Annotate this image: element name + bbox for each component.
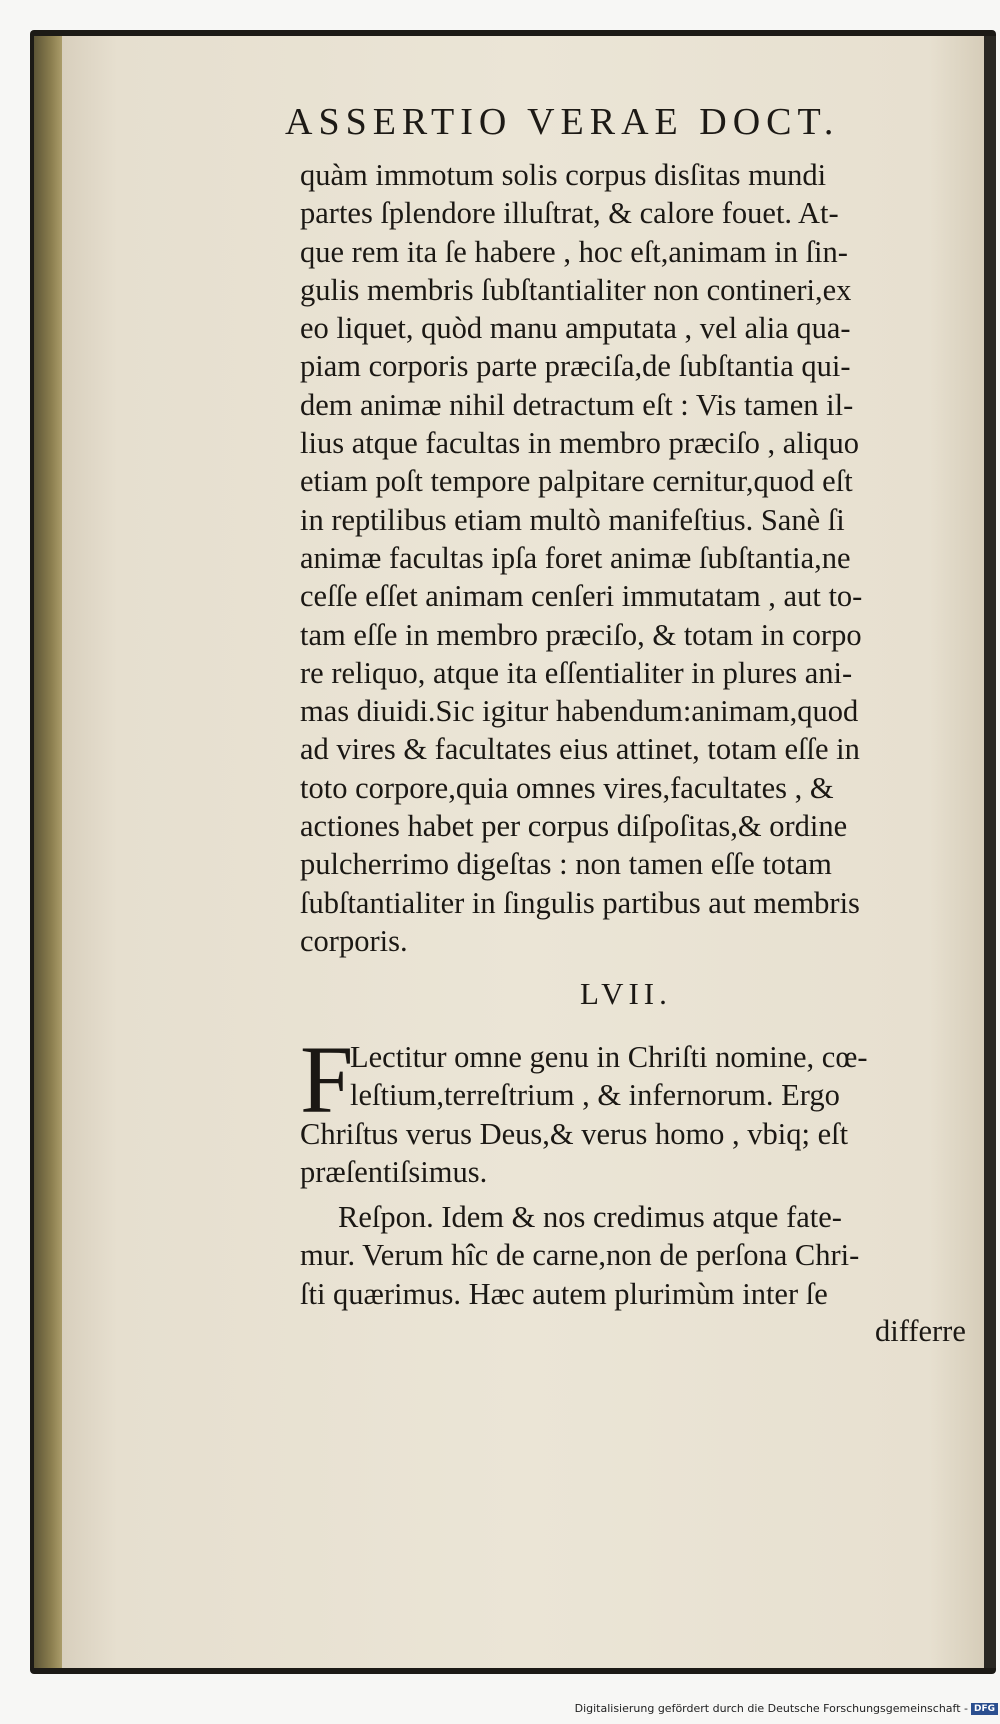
text-line: actiones habet per corpus diſpoſitas,& ordine [300,809,848,844]
dfg-logo-icon: DFG [971,1703,998,1715]
paragraph-2 [300,1026,970,1191]
paragraph-3 [300,1198,970,1313]
text-line: leſtium,terreſtrium , & infernorum. Ergo [350,1078,840,1113]
book-spine-shadow [984,36,996,1668]
drop-cap: F [300,1026,354,1133]
text-line: lius atque facultas in membro præciſo , aliquo [300,426,860,461]
text-line: piam corporis parte præciſa,de ſubſtantia qui- [300,349,851,384]
text-line: mur. Verum hîc de carne,non de perſona Chri- [300,1238,860,1273]
text-line: animæ facultas ipſa foret animæ ſubſtantia,ne [300,540,851,575]
text-line: ceſſe eſſet animam cenſeri immutatam , aut to- [300,579,863,614]
text-line: ſti quærimus. Hæc autem plurimùm inter ſe [300,1276,828,1311]
digitization-credit [560,1702,998,1722]
text-line: Reſpon. Idem & nos credimus atque fate- [338,1200,842,1234]
text-line: Chriſtus verus Deus,& verus homo , vbiq; eſt [300,1116,849,1151]
section-number: LVII. [580,976,672,1011]
text-line: partes ſplendore illuſtrat, & calore fouet. At- [300,196,839,231]
text-line: re reliquo, atque ita eſſentialiter in plures ani- [300,655,853,690]
text-line: eo liquet, quòd manu amputata , vel alia qua- [300,311,851,346]
text-line: Lectitur omne genu in Chriſti nomine, cœ- [350,1040,868,1074]
text-line: ad vires & facultates eius attinet, totam eſſe in [300,732,860,767]
text-line: mas diuidi.Sic igitur habendum:animam,quod [300,694,859,729]
paragraph-1 [300,156,970,960]
catchword: differre [875,1314,966,1348]
text-line: dem animæ nihil detractum eſt : Vis tamen il- [300,387,854,422]
text-line: in reptilibus etiam multò manifeſtius. Sanè ſi [300,502,845,537]
text-line: quàm immotum solis corpus disſitas mundi [300,158,827,192]
text-line: præſentiſsimus. [300,1154,488,1189]
text-line: gulis membris ſubſtantialiter non contineri,ex [300,272,852,307]
text-line: toto corpore,quia omnes vires,facultates , & [300,770,834,805]
text-line: etiam poſt tempore palpitare cernitur,quod eſt [300,464,853,499]
credit-text: Digitalisierung gefördert durch die Deutsche Forschungsgemeinschaft - [574,1702,968,1715]
text-line: ſubſtantialiter in ſingulis partibus aut membris [300,885,860,920]
text-line: corporis. [300,923,408,958]
text-line: que rem ita ſe habere , hoc eſt,animam in ſin- [300,234,848,269]
running-head: ASSERTIO VERAE DOCT. [285,101,840,143]
text-line: tam eſſe in membro præciſo, & totam in corpo [300,617,862,652]
text-line: pulcherrimo digeſtas : non tamen eſſe totam [300,847,832,882]
